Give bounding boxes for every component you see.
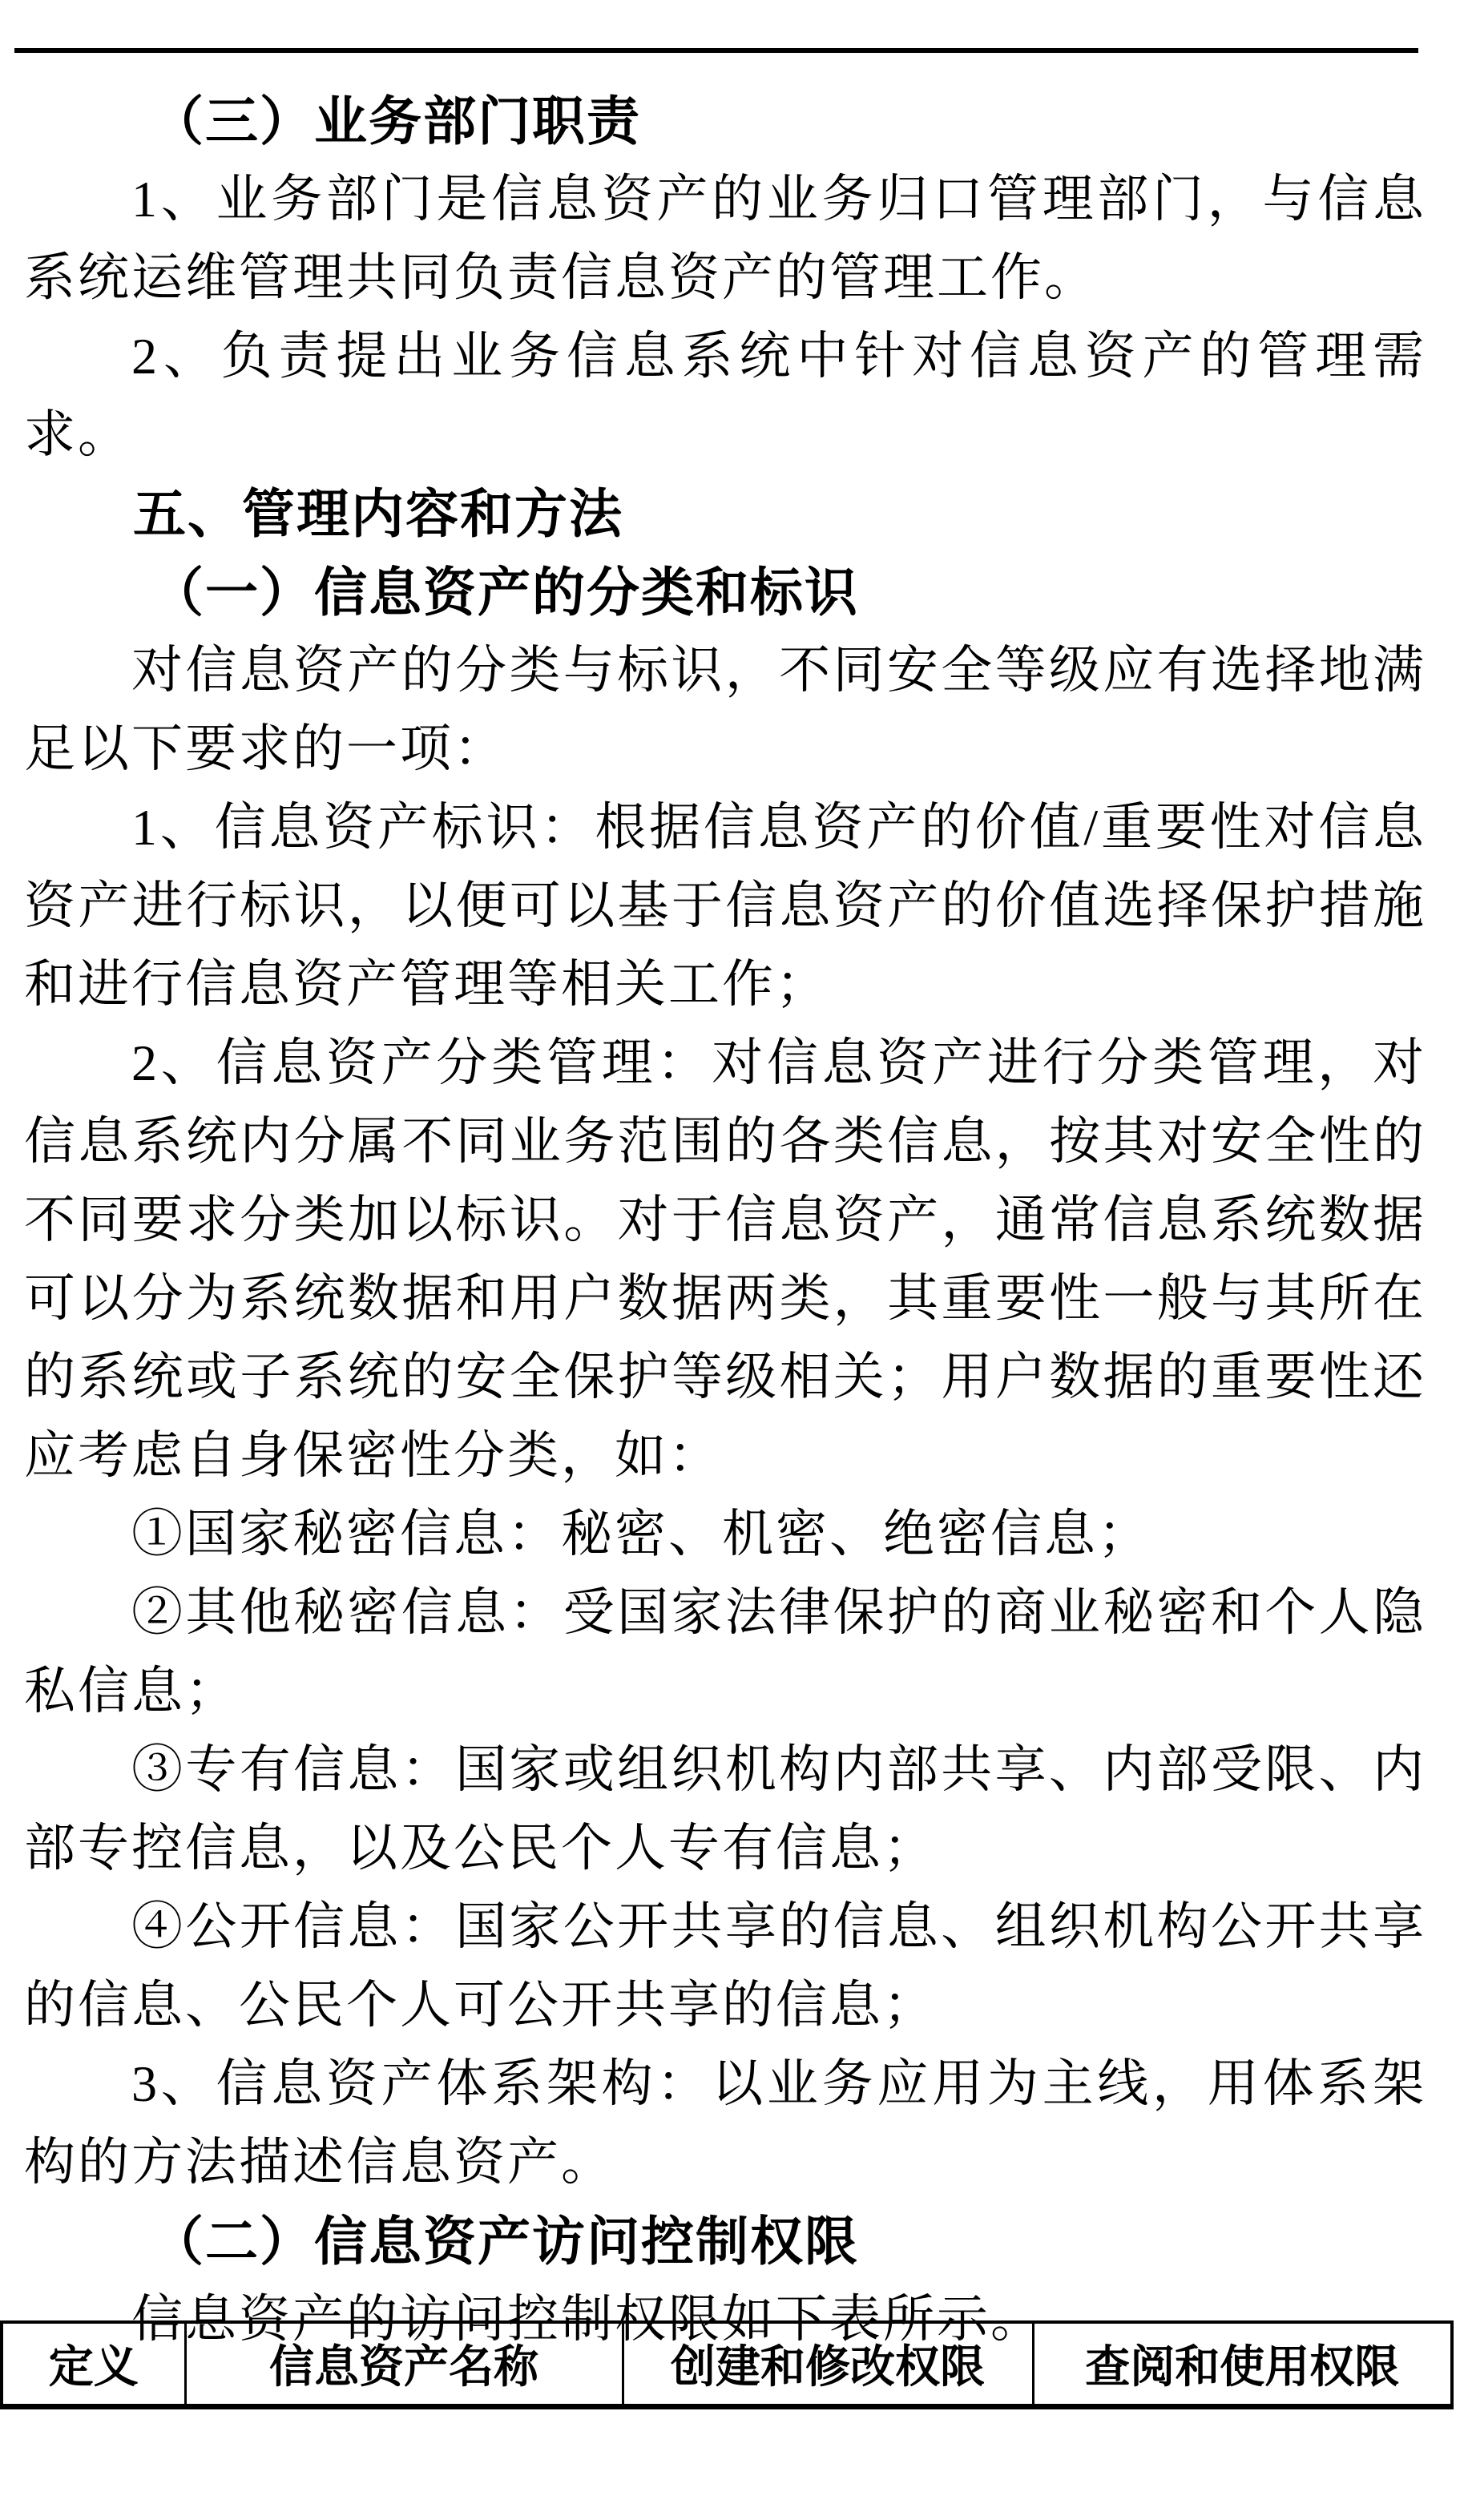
list-item: ①国家秘密信息：秘密、机密、绝密信息；	[131, 1506, 1151, 1562]
table-header-create-modify: 创建和修改权限	[623, 2322, 1033, 2407]
paragraph: 2、负责提出业务信息系统中针对信息资产的管理需求。	[24, 328, 1426, 463]
list-item: ④公开信息：国家公开共享的信息、组织机构公开共享的信息、公民个人可公开共享的信息；	[24, 1898, 1426, 2034]
paragraph: 对信息资产的分类与标识，不同安全等级应有选择地满足以下要求的一项：	[24, 642, 1426, 777]
list-item: ②其他秘密信息：受国家法律保护的商业秘密和个人隐私信息；	[24, 1584, 1426, 1720]
list-item: ③专有信息：国家或组织机构内部共享、内部受限、内部专控信息，以及公民个人专有信息；	[24, 1741, 1426, 1877]
table-header-asset-name: 信息资产名称	[185, 2322, 623, 2407]
table-header-definition: 定义	[2, 2322, 185, 2407]
document-body	[24, 82, 1426, 2359]
section-heading: （三）业务部门职责	[151, 91, 641, 151]
paragraph: 2、信息资产分类管理：对信息资产进行分类管理，对信息系统内分属不同业务范围的各类信息，按其对安全性的不同要求分类加以标识。对于信息资产，通常信息系统数据可以分为系统数据和用户数据两类，其重要性一般与其所在的系统或子系统的安全保护等级相关；用户数据的重要性还应考虑自身保密性分类，如：	[24, 1034, 1426, 1484]
chapter-heading: 五、管理内容和方法	[133, 484, 623, 543]
paragraph: 1、信息资产标识：根据信息资产的价值/重要性对信息资产进行标识，以便可以基于信息资产的价值选择保护措施和进行信息资产管理等相关工作；	[24, 799, 1426, 1013]
paragraph: 信息资产的访问控制权限如下表所示。	[131, 2291, 1044, 2348]
paragraph: 1、业务部门是信息资产的业务归口管理部门，与信息系统运维管理共同负责信息资产的管理工作。	[24, 171, 1426, 306]
section-heading: （一）信息资产的分类和标识	[151, 562, 859, 622]
table-header-view-use: 查阅和使用权限	[1033, 2322, 1452, 2407]
section-heading: （二）信息资产访问控制权限	[151, 2212, 859, 2271]
permissions-table	[0, 2320, 1454, 2409]
paragraph: 3、信息资产体系架构：以业务应用为主线，用体系架构的方法描述信息资产。	[24, 2055, 1426, 2191]
table-header-row	[2, 2322, 1452, 2407]
header-rule-divider	[14, 48, 1418, 53]
